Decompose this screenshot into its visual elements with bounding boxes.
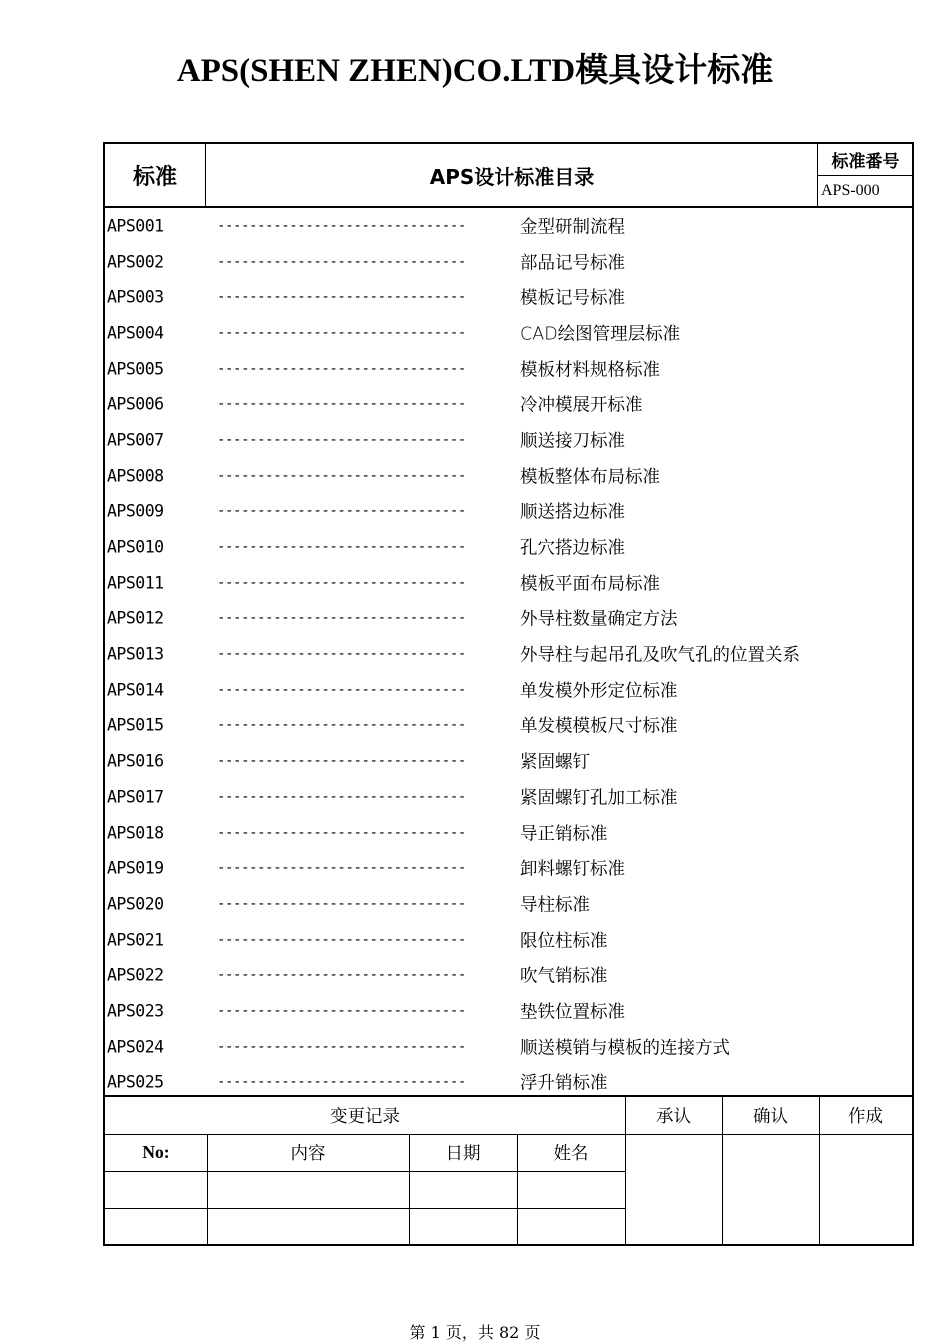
entry-name: CAD绘图管理层标准 [520, 324, 681, 345]
dash-leader: ------------------------------- [217, 788, 466, 805]
dash-leader: ------------------------------- [217, 824, 466, 841]
document-title: APS(SHEN ZHEN)CO.LTD模具设计标准 [176, 53, 774, 89]
confirm-label: 确认 [753, 1107, 788, 1127]
dash-leader: ------------------------------- [217, 396, 466, 413]
dash-leader: ------------------------------- [217, 1038, 466, 1055]
catalog-entry [105, 244, 912, 280]
entry-name: 模板整体布局标准 [520, 467, 660, 488]
entry-name: 导正销标准 [520, 824, 608, 845]
entry-code: APS006 [107, 394, 164, 414]
dash-leader: ------------------------------- [217, 646, 466, 663]
entry-name: 外导柱与起吊孔及吹气孔的位置关系 [520, 645, 800, 666]
entry-name: 限位柱标准 [520, 931, 608, 952]
entry-name: 紧固螺钉 [520, 752, 590, 773]
catalog-entry [105, 636, 912, 672]
dash-leader: ------------------------------- [217, 860, 466, 877]
entry-code: APS001 [107, 216, 164, 236]
catalog-entry [105, 957, 912, 993]
entry-name: 顺送搭边标准 [520, 502, 625, 523]
dash-leader: ------------------------------- [217, 1074, 466, 1091]
catalog-entry [105, 922, 912, 958]
entry-code: APS018 [107, 823, 164, 843]
dash-leader: ------------------------------- [217, 467, 466, 484]
dash-leader: ------------------------------- [217, 610, 466, 627]
dash-leader: ------------------------------- [217, 931, 466, 948]
catalog-entry [105, 494, 912, 530]
grid-line [207, 1134, 208, 1246]
dash-leader: ------------------------------- [217, 253, 466, 270]
approve-label: 承认 [656, 1107, 691, 1127]
entry-name: 卸料螺钉标准 [520, 859, 625, 880]
catalog-title: APS设计标准目录 [429, 164, 595, 189]
dash-leader: ------------------------------- [217, 574, 466, 591]
entry-code: APS014 [107, 680, 164, 700]
catalog-entry [105, 529, 912, 565]
catalog-entry [105, 315, 912, 351]
standard-number-box [817, 144, 913, 206]
col-date-header: 日期 [445, 1144, 481, 1164]
entry-name: 单发模模板尺寸标准 [520, 716, 678, 737]
grid-line [105, 1134, 912, 1135]
dash-leader: ------------------------------- [217, 717, 466, 734]
entry-code: APS020 [107, 894, 164, 914]
entry-code: APS003 [107, 287, 164, 307]
catalog-entry [105, 779, 912, 815]
entry-name: 顺送接刀标准 [520, 431, 625, 452]
entry-code: APS024 [107, 1037, 164, 1057]
change-record-label: 变更记录 [330, 1107, 400, 1127]
standard-label: 标准 [105, 144, 206, 206]
catalog-entry [105, 386, 912, 422]
entry-code: APS012 [107, 608, 164, 628]
entry-name: 导柱标准 [520, 895, 590, 916]
grid-line [409, 1134, 410, 1246]
entry-name: 紧固螺钉孔加工标准 [520, 788, 678, 809]
grid-line [105, 1171, 625, 1172]
entry-code: APS011 [107, 573, 164, 593]
catalog-entry [105, 1029, 912, 1065]
grid-line [722, 1097, 723, 1246]
entry-name: 孔穴搭边标准 [520, 538, 625, 559]
grid-line [819, 1097, 820, 1246]
catalog-entry [105, 351, 912, 387]
catalog-entry [105, 815, 912, 851]
dash-leader: ------------------------------- [217, 753, 466, 770]
dash-leader: ------------------------------- [217, 217, 466, 234]
catalog-entry [105, 601, 912, 637]
catalog-entry [105, 565, 912, 601]
standard-form [103, 142, 914, 1246]
catalog-entry [105, 743, 912, 779]
entry-name: 垫铁位置标准 [520, 1002, 625, 1023]
standard-number-label: 标准番号 [818, 144, 913, 176]
grid-line [105, 1208, 625, 1209]
catalog-entry [105, 279, 912, 315]
catalog-entry [105, 208, 912, 244]
entry-code: APS017 [107, 787, 164, 807]
entry-code: APS021 [107, 930, 164, 950]
change-record-table [105, 1095, 912, 1246]
dash-leader: ------------------------------- [217, 360, 466, 377]
entry-code: APS019 [107, 858, 164, 878]
catalog-list [105, 208, 912, 1100]
entry-name: 单发模外形定位标准 [520, 681, 678, 702]
page-number: 第 1 页，共 82 页 [409, 1323, 541, 1342]
entry-code: APS023 [107, 1001, 164, 1021]
standard-number-value: APS-000 [821, 182, 880, 199]
col-content-header: 内容 [290, 1144, 326, 1164]
catalog-entry [105, 672, 912, 708]
form-header [105, 144, 912, 208]
catalog-entry [105, 422, 912, 458]
dash-leader: ------------------------------- [217, 967, 466, 984]
dash-leader: ------------------------------- [217, 895, 466, 912]
dash-leader: ------------------------------- [217, 324, 466, 341]
entry-code: APS007 [107, 430, 164, 450]
entry-name: 外导柱数量确定方法 [520, 609, 678, 630]
entry-name: 部品记号标准 [520, 253, 625, 274]
entry-code: APS015 [107, 715, 164, 735]
entry-name: 金型研制流程 [520, 217, 625, 238]
made-by-label: 作成 [848, 1107, 883, 1127]
dash-leader: ------------------------------- [217, 539, 466, 556]
grid-line [625, 1097, 626, 1246]
entry-name: 浮升销标准 [520, 1073, 608, 1094]
entry-code: APS016 [107, 751, 164, 771]
catalog-entry [105, 886, 912, 922]
entry-name: 模板材料规格标准 [520, 360, 660, 381]
catalog-entry [105, 850, 912, 886]
entry-name: 吹气销标准 [520, 966, 608, 987]
dash-leader: ------------------------------- [217, 681, 466, 698]
dash-leader: ------------------------------- [217, 503, 466, 520]
catalog-entry [105, 993, 912, 1029]
entry-code: APS009 [107, 501, 164, 521]
col-no-header: No: [142, 1142, 170, 1162]
entry-code: APS004 [107, 323, 164, 343]
entry-code: APS010 [107, 537, 164, 557]
entry-name: 顺送模销与模板的连接方式 [520, 1038, 730, 1059]
grid-line [517, 1134, 518, 1246]
entry-code: APS022 [107, 965, 164, 985]
catalog-entry [105, 708, 912, 744]
col-name-header: 姓名 [553, 1144, 589, 1164]
entry-name: 冷冲模展开标准 [520, 395, 643, 416]
entry-code: APS013 [107, 644, 164, 664]
entry-code: APS005 [107, 359, 164, 379]
dash-leader: ------------------------------- [217, 431, 466, 448]
dash-leader: ------------------------------- [217, 1002, 466, 1019]
entry-name: 模板平面布局标准 [520, 574, 660, 595]
catalog-entry [105, 458, 912, 494]
dash-leader: ------------------------------- [217, 289, 466, 306]
entry-code: APS002 [107, 252, 164, 272]
entry-code: APS025 [107, 1072, 164, 1092]
entry-name: 模板记号标准 [520, 288, 625, 309]
entry-code: APS008 [107, 466, 164, 486]
